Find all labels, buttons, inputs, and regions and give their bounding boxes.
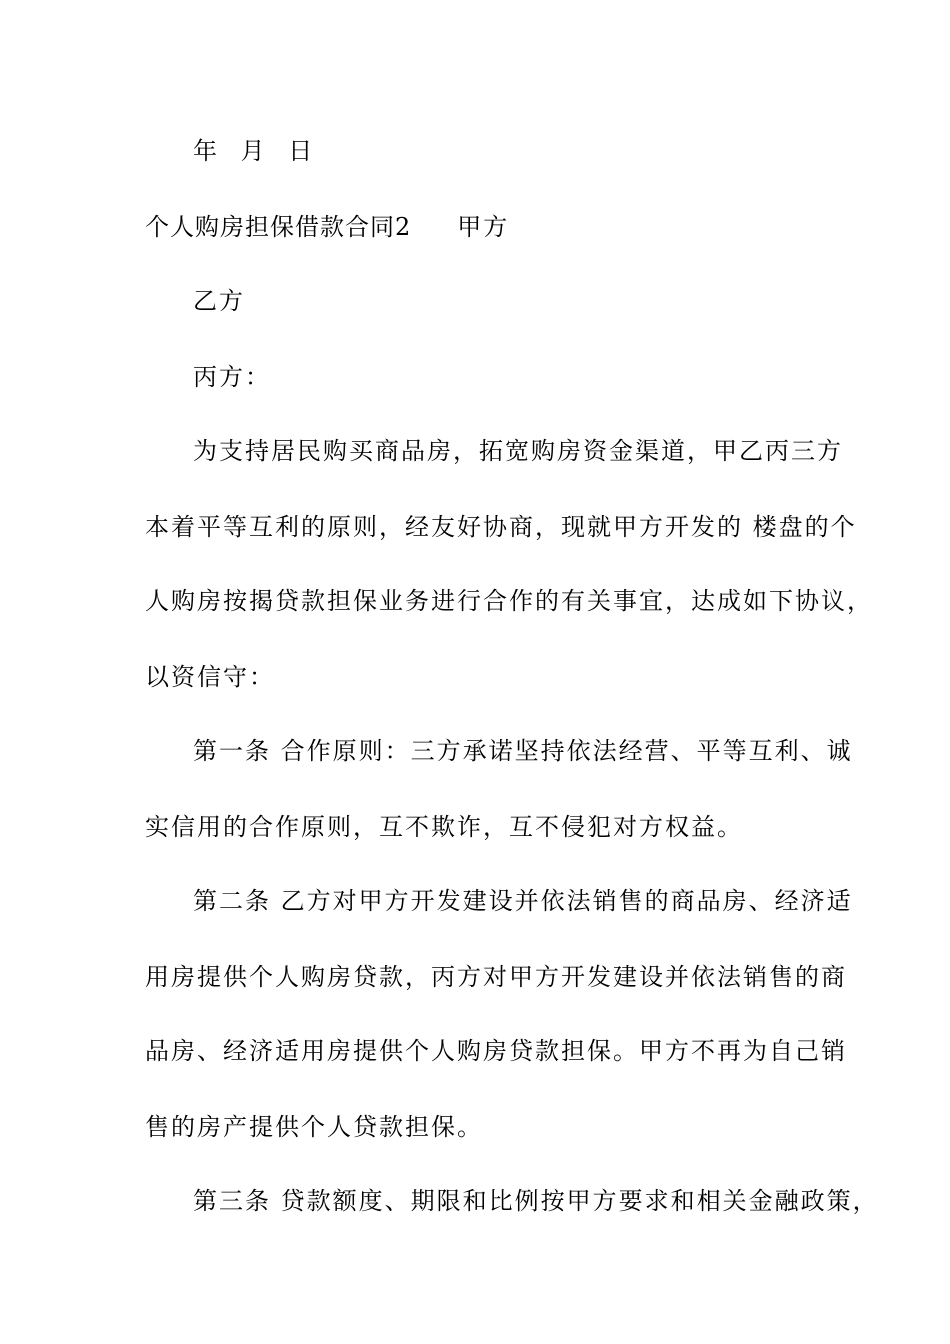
party-c-label: 丙方： xyxy=(193,363,271,391)
article2-line-4: 售的房产提供个人贷款担保。 xyxy=(145,1113,483,1141)
party-a-label: 甲方 xyxy=(457,213,510,241)
article2-line-1: 第二条 乙方对甲方开发建设并依法销售的商品房、经济适 xyxy=(193,887,853,915)
date-line: 年 月 日 xyxy=(193,137,315,165)
intro-line-3: 人购房按揭贷款担保业务进行合作的有关事宜，达成如下协议， xyxy=(145,587,873,615)
article3-line-1: 第三条 贷款额度、期限和比例按甲方要求和相关金融政策， xyxy=(193,1187,879,1215)
party-b-label: 乙方 xyxy=(193,287,245,315)
intro-line-4: 以资信守： xyxy=(145,663,275,691)
contract-title: 个人购房担保借款合同2 xyxy=(145,213,412,241)
title-row xyxy=(145,212,509,242)
article2-line-2: 用房提供个人购房贷款，丙方对甲方开发建设并依法销售的商 xyxy=(145,963,847,991)
article2-line-3: 品房、经济适用房提供个人购房贷款担保。甲方不再为自己销 xyxy=(145,1037,847,1065)
intro-line-1: 为支持居民购买商品房，拓宽购房资金渠道，甲乙丙三方 xyxy=(193,437,843,465)
article1-line-1: 第一条 合作原则：三方承诺坚持依法经营、平等互利、诚 xyxy=(193,737,853,765)
intro-line-2: 本着平等互利的原则，经友好协商，现就甲方开发的 楼盘的个 xyxy=(145,513,857,541)
article1-line-2: 实信用的合作原则，互不欺诈，互不侵犯对方权益。 xyxy=(145,813,743,841)
